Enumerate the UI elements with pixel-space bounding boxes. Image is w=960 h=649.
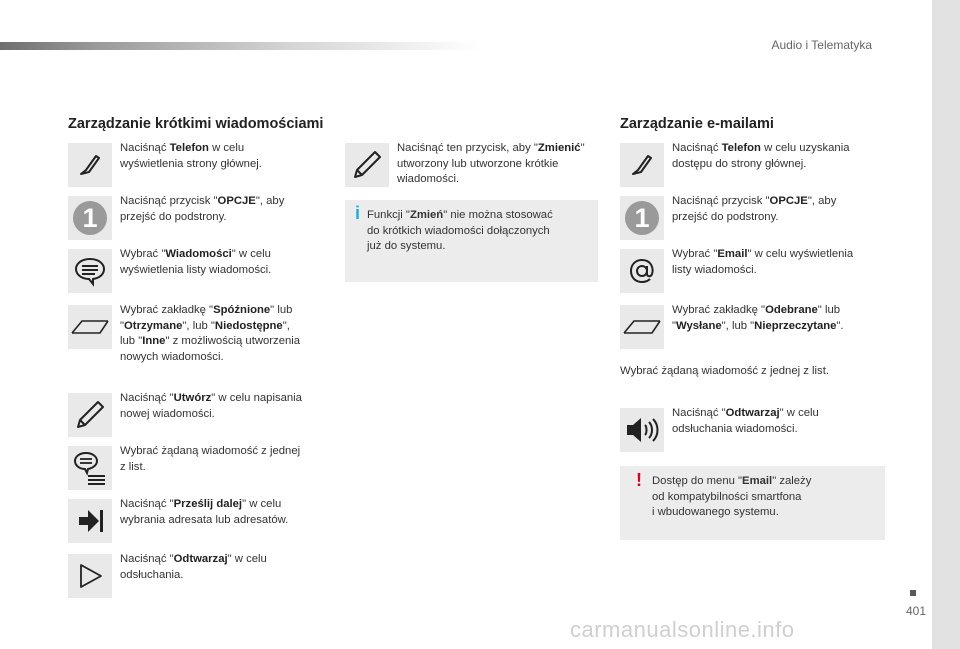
info-note-text: Funkcji "Zmień" nie można stosować do krótkich wiadomości dołączonych już do systemu. [367,209,553,252]
warning-note [620,466,885,540]
email-step-1-text: Naciśnąć Telefon w celu uzyskania dostępu do strony głównej. [672,142,850,170]
email-step-4 [620,305,844,349]
sms-edit-step [345,143,585,188]
number-one-icon: 1 [620,196,664,240]
info-icon: i [355,203,361,223]
play-icon [68,554,112,598]
number-one-icon: 1 [68,196,112,240]
sms-step-4 [68,305,300,365]
sms-step-7-text: Naciśnąć "Prześlij dalej" w celu wybrania adresata lub adresatów. [120,498,289,526]
sms-step-5 [68,393,302,437]
info-note [345,200,598,282]
sms-step-8-text: Naciśnąć "Odtwarzaj" w celu odsłuchania. [120,553,267,581]
warning-icon: ! [636,470,642,490]
message-bubble-icon [68,249,112,293]
page-marker [910,590,916,596]
email-step-3 [620,249,853,293]
email-step-3-text: Wybrać "Email" w celu wyświetlenia listy wiadomości. [672,248,854,276]
sms-step-6 [68,446,300,490]
pencil-icon [345,143,389,187]
page-side-strip [932,0,960,649]
sms-step-8 [68,554,267,598]
forward-icon [68,499,112,543]
page-number: 401 [905,604,926,618]
sms-step-2 [68,196,284,240]
sms-step-3 [68,249,271,293]
select-message-icon [68,446,112,490]
at-sign-icon [620,249,664,293]
sms-step-6-text: Wybrać żądaną wiadomość z jednej z list. [120,445,301,473]
email-select-text: Wybrać żądaną wiadomość z jednej z list. [620,365,829,377]
sms-step-3-text: Wybrać "Wiadomości" w celu wyświetlenia listy wiadomości. [120,248,272,276]
tab-icon [620,305,664,349]
email-step-2-text: Naciśnąć przycisk "OPCJE", aby przejść do podstrony. [672,195,837,223]
phone-icon [620,143,664,187]
email-heading: Zarządzanie e-mailami [620,116,774,132]
sms-edit-step-text: Naciśnąć ten przycisk, aby "Zmienić" utworzony lub utworzone krótkie wiadomości. [397,142,585,185]
pencil-icon [68,393,112,437]
watermark: carmanualsonline.info [570,617,795,642]
phone-icon [68,143,112,187]
sms-heading: Zarządzanie krótkimi wiadomościami [68,116,324,132]
sms-step-1 [68,143,262,187]
sms-step-2-text: Naciśnąć przycisk "OPCJE", aby przejść do podstrony. [120,195,285,223]
sms-step-7 [68,499,288,543]
email-step-2 [620,196,836,240]
email-step-5-text: Naciśnąć "Odtwarzaj" w celu odsłuchania wiadomości. [672,407,819,435]
warning-note-text: Dostęp do menu "Email" zależy od kompatybilności smartfona i wbudowanego systemu. [652,475,812,518]
email-step-4-text: Wybrać zakładkę "Odebrane" lub "Wysłane", lub "Nieprzeczytane". [672,304,844,332]
sms-step-5-text: Naciśnąć "Utwórz" w celu napisania nowej wiadomości. [120,392,302,420]
sms-step-4-text: Wybrać zakładkę "Spóźnione" lub "Otrzymane", lub "Niedostępne", lub "Inne" z możliwością utworzenia nowych wiadomości. [120,304,301,363]
email-step-1 [620,143,850,187]
email-step-5 [620,408,819,452]
sms-step-1-text: Naciśnąć Telefon w celu wyświetlenia strony głównej. [120,142,262,170]
section-title: Audio i Telematyka [771,38,872,52]
header-gradient-bar [0,42,480,50]
tab-icon [68,305,112,349]
speaker-icon [620,408,664,452]
